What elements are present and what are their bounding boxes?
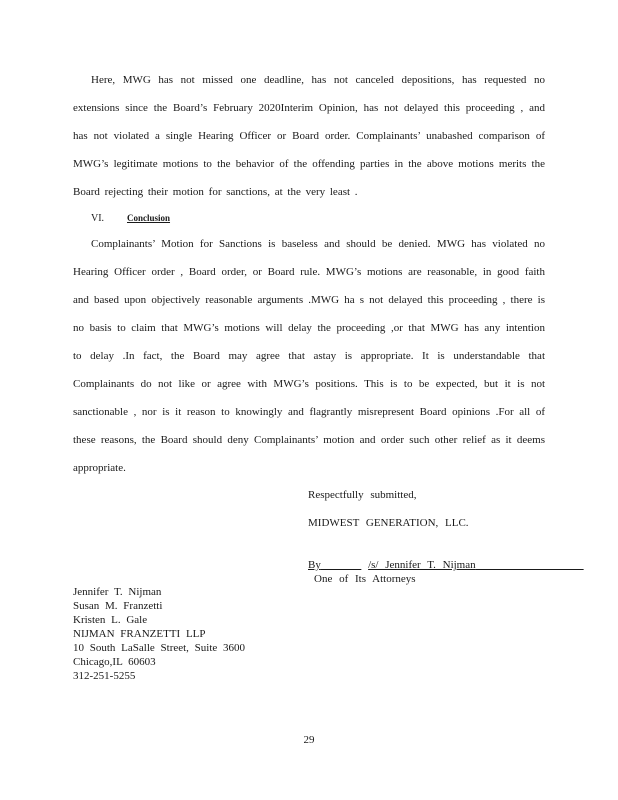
street-address: 10 South LaSalle Street, Suite 3600: [73, 642, 246, 654]
attorney-address-block: [73, 585, 245, 683]
attorney-line: Kristen L. Gale: [73, 614, 148, 626]
signature-company: MIDWEST GENERATION, LLC.: [308, 517, 469, 529]
signature-by-blank: [321, 559, 362, 571]
firm-name: NIJMAN FRANZETTI LLP: [73, 628, 206, 640]
attorney-line: Jennifer T. Nijman: [73, 586, 162, 598]
signature-line: [308, 558, 584, 572]
city-state-zip: Chicago,IL 60603: [73, 656, 156, 668]
signature-signed-name: /s/ Jennifer T. Nijman: [368, 559, 476, 571]
signature-role: One of Its Attorneys: [314, 573, 416, 585]
paragraph-body-2: Complainants’ Motion for Sanctions is baseless and should be denied. MWG has violated no Hearing Officer order , Board order, or Board rule. MWG’s motions are reasonable, in good faith and based upon objectively reasonable arguments .MWG ha s not delayed this proceeding , there is no basis to claim that MWG’s motions will delay the proceeding ,or that MWG has any intention to delay .In fact, the Board may agree that astay is appropriate. It is understandable that Complainants do not like or agree with MWG’s positions. This is to be expected, but it is not sanctionable , nor is it reason to knowingly and flagrantly misrepresent Board opinions .For all of these reasons, the Board should deny Complainants’ motion and order such other relief as it deems appropriate.: [73, 238, 545, 474]
signature-closing: Respectfully submitted,: [308, 489, 417, 501]
signature-trailing-blank: [476, 559, 584, 571]
page-number: 29: [303, 734, 315, 746]
attorney-line: Susan M. Franzetti: [73, 600, 163, 612]
section-title: Conclusion: [127, 213, 171, 223]
signature-by-label: By: [308, 559, 321, 571]
section-number: VI.: [91, 213, 105, 224]
section-heading: [91, 211, 194, 226]
paragraph-body-1: Here, MWG has not missed one deadline, has not canceled depositions, has requested no extensions since the Board’s February 2020Interim Opinion, has not delayed this proceeding , and has not violated a single Hearing Officer or Board order. Complainants’ unabashed comparison of MWG’s legitimate motions to the behavior of the offending parties in the above motions merits the Board rejecting their motion for sanctions, at the very least .: [73, 74, 545, 198]
phone-number: 312-251-5255: [73, 670, 136, 682]
